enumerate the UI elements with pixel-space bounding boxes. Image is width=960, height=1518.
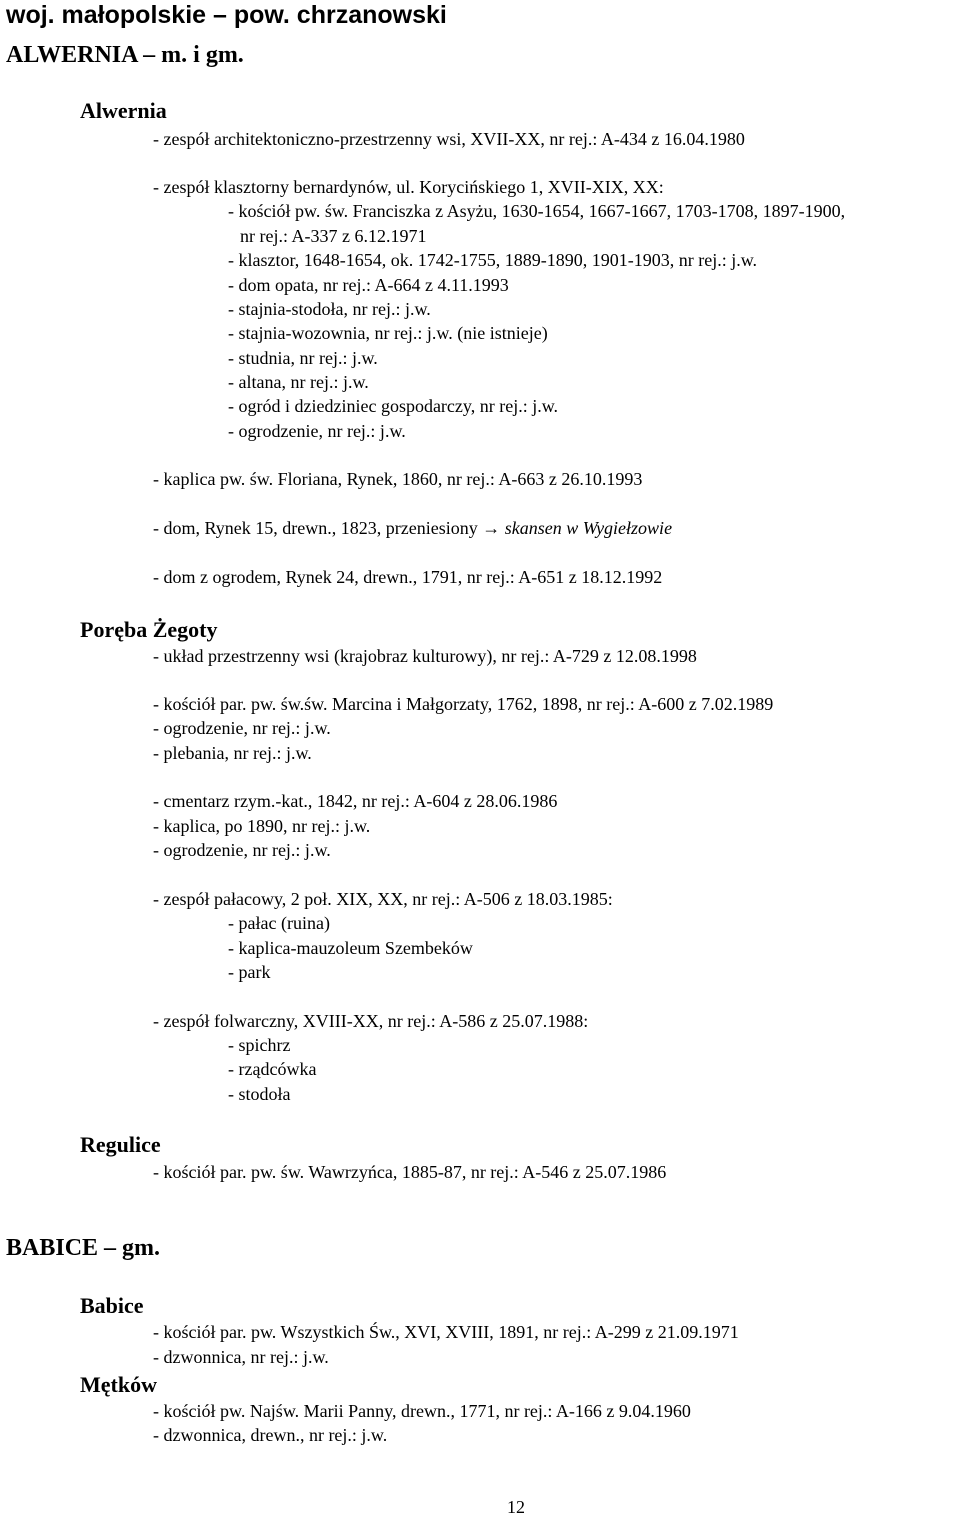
entry-line: - kaplica, po 1890, nr rej.: j.w. bbox=[153, 816, 371, 836]
entry-text: - dom, Rynek 15, drewn., 1823, przeniesiony bbox=[153, 518, 483, 538]
entry-line: - zespół folwarczny, XVIII-XX, nr rej.: A-586 z 25.07.1988: bbox=[153, 1011, 589, 1031]
locality-title-poreba: Poręba Żegoty bbox=[80, 617, 218, 642]
entry-line: - kościół pw. św. Franciszka z Asyżu, 1630-1654, 1667-1667, 1703-1708, 1897-1900, bbox=[228, 201, 846, 221]
locality-title-regulice: Regulice bbox=[80, 1132, 161, 1157]
entry-line: - kościół pw. Najśw. Marii Panny, drewn., 1771, nr rej.: A-166 z 9.04.1960 bbox=[153, 1401, 691, 1421]
arrow-icon: → bbox=[482, 518, 501, 538]
commune-heading-alwernia: ALWERNIA – m. i gm. bbox=[6, 42, 244, 68]
commune-heading-babice: BABICE – gm. bbox=[6, 1235, 161, 1261]
locality-title-alwernia: Alwernia bbox=[80, 98, 167, 123]
entry-line: - zespół klasztorny bernardynów, ul. Korycińskiego 1, XVII-XIX, XX: bbox=[153, 177, 664, 197]
entry-text-italic: skansen w Wygiełzowie bbox=[500, 518, 673, 538]
entry-line: - stodoła bbox=[228, 1084, 291, 1104]
entry-line: - stajnia-stodoła, nr rej.: j.w. bbox=[228, 299, 431, 319]
entry-line: - studnia, nr rej.: j.w. bbox=[228, 348, 378, 368]
entry-line: - ogrodzenie, nr rej.: j.w. bbox=[153, 718, 331, 738]
entry-line: - altana, nr rej.: j.w. bbox=[228, 372, 369, 392]
entry-line: - pałac (ruina) bbox=[228, 913, 330, 933]
entry-line: - plebania, nr rej.: j.w. bbox=[153, 743, 312, 763]
entry-line: - stajnia-wozownia, nr rej.: j.w. (nie istnieje) bbox=[228, 323, 548, 343]
entry-line: - ogrodzenie, nr rej.: j.w. bbox=[228, 421, 406, 441]
locality-title-babice: Babice bbox=[80, 1293, 144, 1318]
locality-title-metkow: Mętków bbox=[80, 1372, 157, 1397]
entry-line: - kościół par. pw. Wszystkich Św., XVI, XVIII, 1891, nr rej.: A-299 z 21.09.1971 bbox=[153, 1322, 739, 1342]
entry-line: - dom z ogrodem, Rynek 24, drewn., 1791, nr rej.: A-651 z 18.12.1992 bbox=[153, 567, 663, 587]
entry-line: - kaplica pw. św. Floriana, Rynek, 1860, nr rej.: A-663 z 26.10.1993 bbox=[153, 469, 643, 489]
entry-line-relocated bbox=[153, 517, 672, 539]
entry-line: - dom opata, nr rej.: A-664 z 4.11.1993 bbox=[228, 275, 509, 295]
entry-line: - ogrodzenie, nr rej.: j.w. bbox=[153, 840, 331, 860]
entry-line: - klasztor, 1648-1654, ok. 1742-1755, 1889-1890, 1901-1903, nr rej.: j.w. bbox=[228, 250, 758, 270]
entry-line: - ogród i dziedziniec gospodarczy, nr rej.: j.w. bbox=[228, 396, 559, 416]
entry-line: - kościół par. pw. św.św. Marcina i Małgorzaty, 1762, 1898, nr rej.: A-600 z 7.02.1989 bbox=[153, 694, 774, 714]
entry-line: - kościół par. pw. św. Wawrzyńca, 1885-87, nr rej.: A-546 z 25.07.1986 bbox=[153, 1162, 667, 1182]
entry-line: - spichrz bbox=[228, 1035, 291, 1055]
entry-line: - park bbox=[228, 962, 271, 982]
entry-line: - kaplica-mauzoleum Szembeków bbox=[228, 938, 473, 958]
page-number: 12 bbox=[507, 1497, 525, 1517]
entry-line: - układ przestrzenny wsi (krajobraz kulturowy), nr rej.: A-729 z 12.08.1998 bbox=[153, 646, 697, 666]
entry-line: nr rej.: A-337 z 6.12.1971 bbox=[240, 226, 427, 246]
entry-line: - zespół architektoniczno-przestrzenny wsi, XVII-XX, nr rej.: A-434 z 16.04.1980 bbox=[153, 129, 745, 149]
region-heading: woj. małopolskie – pow. chrzanowski bbox=[6, 1, 447, 29]
entry-line: - zespół pałacowy, 2 poł. XIX, XX, nr rej.: A-506 z 18.03.1985: bbox=[153, 889, 613, 909]
entry-line: - dzwonnica, drewn., nr rej.: j.w. bbox=[153, 1425, 388, 1445]
entry-line: - rządcówka bbox=[228, 1059, 317, 1079]
entry-line: - cmentarz rzym.-kat., 1842, nr rej.: A-604 z 28.06.1986 bbox=[153, 791, 558, 811]
entry-line: - dzwonnica, nr rej.: j.w. bbox=[153, 1347, 329, 1367]
